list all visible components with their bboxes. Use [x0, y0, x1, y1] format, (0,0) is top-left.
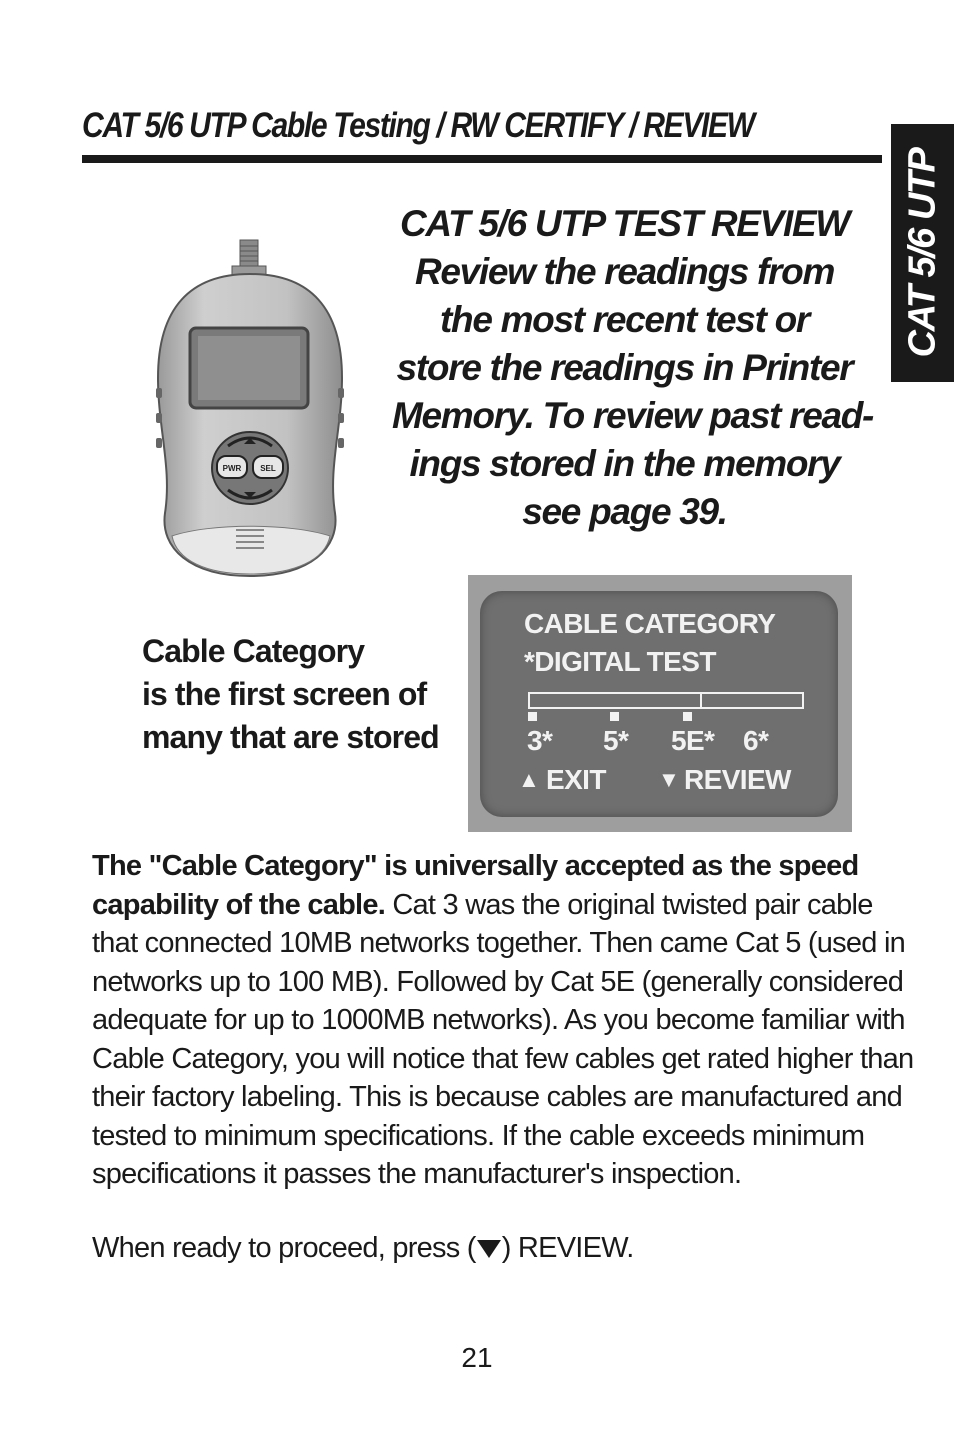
caption-line: is the first screen of	[142, 676, 427, 712]
section-tab	[891, 124, 954, 382]
page-title: CAT 5/6 UTP Cable Testing / RW CERTIFY / REVIEW	[82, 106, 754, 145]
test-review-heading	[392, 200, 874, 536]
review-label: REVIEW	[684, 764, 791, 795]
proceed-instruction	[92, 1232, 634, 1265]
review-line: Review the readings from	[414, 251, 835, 292]
section-tab-label: CAT 5/6 UTP	[901, 148, 943, 358]
review-line: see page 39.	[522, 491, 727, 532]
caption-line: Cable Category	[142, 633, 365, 669]
body-bold-text: capability of the cable.	[92, 888, 386, 921]
review-line: ings stored in the memory	[409, 443, 840, 484]
down-arrow-icon: ▼	[658, 767, 680, 792]
body-line: Cable Category, you will notice that few cables get rated higher than	[92, 1042, 914, 1075]
page-number: 21	[461, 1342, 493, 1373]
down-arrow-icon	[477, 1240, 501, 1258]
tick-cat5	[610, 712, 619, 721]
proceed-text: ) REVIEW.	[501, 1232, 634, 1264]
label-cat5e: 5E*	[671, 725, 715, 756]
label-cat6: 6*	[743, 725, 769, 756]
header-rule	[82, 155, 882, 163]
up-arrow-icon: ▲	[518, 767, 540, 792]
sel-button-label: SEL	[260, 464, 276, 473]
review-line: the most recent test or	[440, 299, 809, 340]
label-cat3: 3*	[527, 725, 553, 756]
exit-label: EXIT	[546, 764, 606, 795]
body-line: adequate for up to 1000MB networks). As you become familiar with	[92, 1004, 905, 1036]
lcd-screen-image	[468, 575, 852, 832]
tick-cat5e	[683, 712, 692, 721]
body-line: networks up to 100 MB). Followed by Cat 5E (generally considered	[92, 965, 904, 998]
screen-caption	[142, 630, 462, 759]
review-line: Memory. To review past read-	[392, 395, 874, 436]
screen-line-cable-category: CABLE CATEGORY	[524, 608, 776, 639]
review-line: store the readings in Printer	[396, 347, 853, 388]
caption-line: many that are stored	[142, 719, 439, 755]
review-line: CAT 5/6 UTP TEST REVIEW	[399, 203, 850, 244]
body-line: specifications it passes the manufacturer's inspection.	[92, 1158, 742, 1190]
lcd-display	[480, 591, 838, 817]
screen-line-digital-test: *DIGITAL TEST	[524, 646, 716, 677]
body-line: tested to minimum specifications. If the cable exceeds minimum	[92, 1119, 865, 1152]
pwr-button-label: PWR	[222, 464, 242, 473]
body-text: Cat 3 was the original twisted pair cable	[385, 888, 873, 921]
body-line: their factory labeling. This is because cables are manufactured and	[92, 1081, 903, 1113]
tick-cat3	[528, 712, 537, 721]
label-cat5: 5*	[603, 725, 629, 756]
proceed-text: When ready to proceed, press (	[92, 1232, 476, 1264]
tester-device-illustration	[150, 238, 350, 583]
body-bold-text: The "Cable Category" is universally accepted as the speed	[92, 850, 859, 882]
category-bar	[528, 692, 804, 709]
body-paragraph	[92, 847, 914, 1194]
body-line: that connected 10MB networks together. Then came Cat 5 (used in	[92, 927, 906, 959]
